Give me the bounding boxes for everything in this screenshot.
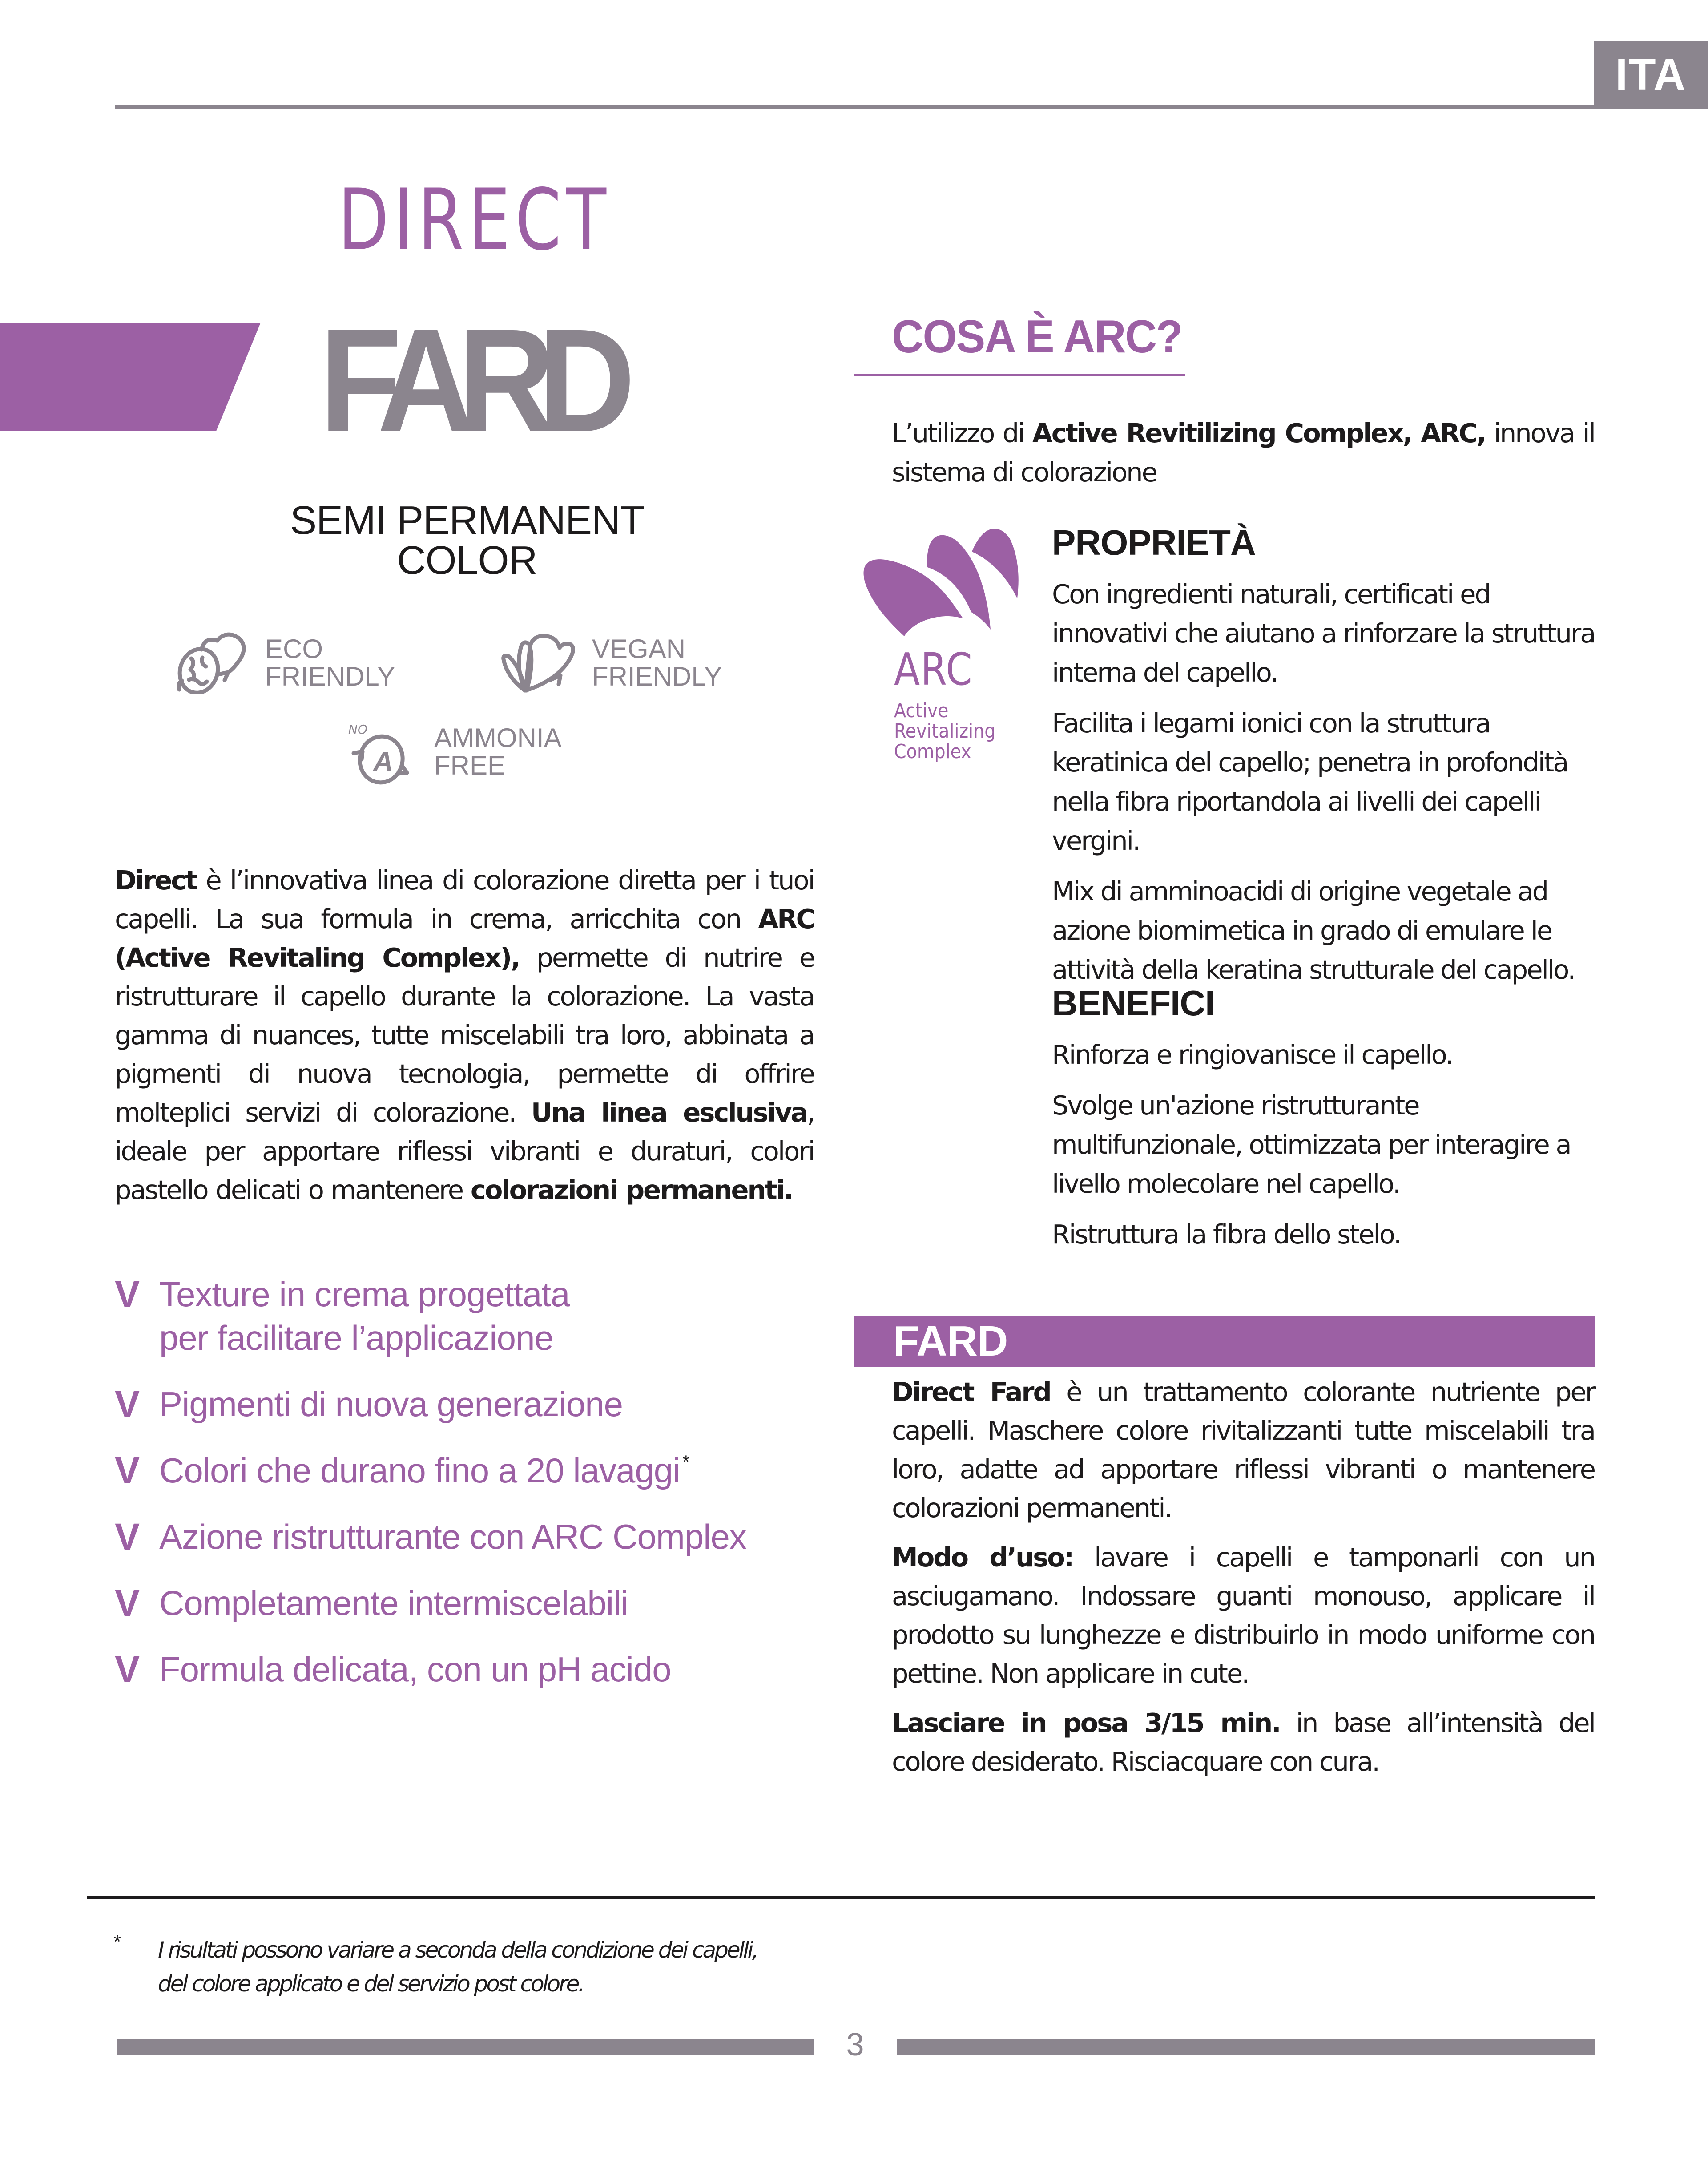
list-item: V Texture in crema progettata per facilitare l’applicazione — [115, 1273, 570, 1357]
vegan-friendly-leaf-icon — [498, 632, 580, 694]
properties-paragraph: Con ingredienti naturali, certificati ed innovativi che aiutano a rinforzare la struttura interna del capello. — [1052, 579, 1595, 688]
properties-paragraph: Mix di amminoacidi di origine vegetale ad azione biomimetica in grado di emulare le attività della keratina strutturale del capello. — [1052, 876, 1575, 985]
page-footer-bar-left — [117, 2039, 814, 2055]
arc-section-title: COSA È ARC? — [892, 311, 1182, 363]
footnote-reference: * — [682, 1452, 689, 1472]
fard-timing: Lasciare in posa 3/15 min. in base all’intensità del colore desiderato. Risciacquare con cura. — [892, 1708, 1595, 1777]
fard-description: Direct Fard è un trattamento colorante nutriente per capelli. Maschere colore rivitalizzanti tutte miscelabili tra loro, adatte ad apportare riflessi vibranti o mantenere colorazioni permanenti. — [892, 1377, 1595, 1523]
intro-paragraph: Direct è l’innovativa linea di colorazione diretta per i tuoi capelli. La sua formula in crema, arricchita con ARC (Active Revitaling Complex), permette di nutrire e ristrutturare il capello durante la colorazione. La vasta gamma di nuances, tutte miscelabili tra loro, abbinata a pigmenti di nuova tecnologia, permette di offrire molteplici servizi di colorazione. Una linea esclusiva, ideale per apportare riflessi vibranti e duraturi, colori pastello delicati o mantenere colorazioni permanenti. — [115, 865, 814, 1205]
page-number: 3 — [846, 2027, 864, 2063]
arc-title-underline — [854, 374, 1185, 376]
arc-logo-wordmark: ARC — [894, 643, 973, 695]
check-icon: V — [115, 1582, 140, 1624]
badge-ammonia-free — [340, 719, 562, 785]
fard-section-body — [892, 1373, 1595, 1792]
brand-accent-shape — [0, 323, 261, 431]
list-item: V Colori che durano fino a 20 lavaggi * — [115, 1449, 689, 1491]
svg-text:NO: NO — [348, 722, 367, 737]
arc-intro-paragraph: L’utilizzo di Active Revitilizing Complex, ARC, innova il sistema di colorazione — [892, 418, 1595, 488]
arc-logo-tagline: Active Revitalizing Complex — [894, 699, 996, 763]
benefits-paragraph: Svolge un'azione ristrutturante multifunzionale, ottimizzata per interagire a livello molecolare nel capello. — [1052, 1090, 1571, 1199]
list-item: V Pigmenti di nuova generazione — [115, 1383, 623, 1425]
feature-checklist — [115, 1272, 826, 1714]
benefits-section — [1052, 985, 1603, 1266]
properties-heading: PROPRIETÀ — [1052, 523, 1256, 562]
badge-label: AMMONIA FREE — [434, 723, 562, 780]
badge-label: ECO FRIENDLY — [265, 634, 395, 691]
badge-vegan-friendly — [498, 632, 722, 694]
language-tab — [1594, 41, 1708, 109]
footnote-marker: * — [113, 1931, 121, 1953]
check-icon: V — [115, 1273, 140, 1315]
brand-product-logo: FARD — [319, 298, 618, 462]
benefits-paragraph: Rinforza e ringiovanisce il capello. — [1052, 1039, 1453, 1070]
properties-paragraph: Facilita i legami ionici con la struttura keratinica del capello; penetra in profondità nella fibra riportandola ai livelli dei capelli vergini. — [1052, 708, 1568, 856]
fard-usage: Modo d’uso: lavare i capelli e tamponarli con un asciugamano. Indossare guanti monouso, applicare il prodotto su lunghezze e distribuirlo in modo uniforme con pettine. Non applicare in cute. — [892, 1542, 1595, 1689]
page-footer-bar-right — [897, 2039, 1595, 2055]
check-icon: V — [115, 1516, 140, 1558]
benefits-paragraph: Ristruttura la fibra dello stelo. — [1052, 1219, 1401, 1250]
intro-brand: Direct — [115, 865, 197, 896]
brand-subtitle: SEMI PERMANENT COLOR — [290, 498, 645, 583]
check-icon: V — [115, 1383, 140, 1425]
check-icon: V — [115, 1449, 140, 1491]
ammonia-free-icon — [340, 719, 423, 785]
eco-friendly-globe-icon — [171, 632, 254, 694]
list-item: V Azione ristrutturante con ARC Complex — [115, 1516, 746, 1558]
footer-rule — [87, 1896, 1595, 1899]
fard-section-heading: FARD — [854, 1316, 1595, 1367]
badge-label: VEGAN FRIENDLY — [592, 634, 722, 691]
language-label: ITA — [1615, 49, 1687, 100]
svg-text:A: A — [373, 747, 393, 777]
footnote-text: I risultati possono variare a seconda della condizione dei capelli, del colore applicato e del servizio post colore. — [158, 1937, 757, 1997]
list-item: V Formula delicata, con un pH acido — [115, 1648, 671, 1690]
badge-eco-friendly — [171, 632, 395, 694]
properties-section — [1052, 525, 1603, 1001]
brand-line-name: DIRECT — [338, 171, 611, 269]
list-item: V Completamente intermiscelabili — [115, 1582, 628, 1624]
check-icon: V — [115, 1648, 140, 1690]
header-rule — [115, 105, 1594, 109]
benefits-heading: BENEFICI — [1052, 983, 1215, 1023]
